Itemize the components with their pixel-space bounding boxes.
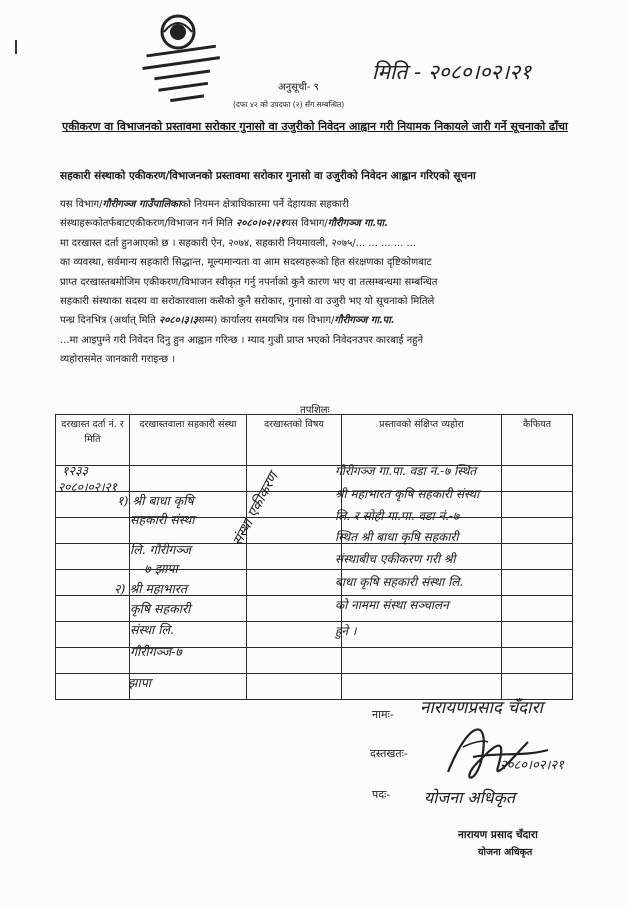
summary-line: संस्थाबीच एकीकरण गरी श्री: [335, 552, 456, 566]
form-title: एकीकरण वा विभाजनको प्रस्तावमा सरोकार गुनासो वा उजुरीको निवेदन आह्वान गरी नियामक निकायले जारी गर्ने सूचनाको ढाँचा: [62, 120, 568, 133]
notice-heading: सहकारी संस्थाको एकीकरण/विभाजनको प्रस्तावमा सरोकार गुनासो वा उजुरीको निवेदन आह्वान गरिएको सूचना: [60, 170, 476, 182]
summary-line: श्री महाभारत कृषि सहकारी संस्था: [335, 487, 480, 501]
office-seal: [128, 10, 228, 110]
filled-authority-2: गौरीगञ्ज गा.पा.: [327, 218, 388, 230]
signatory-post: योजना अधिकृत: [424, 788, 516, 807]
applicant-line: १) श्री बाधा कृषि: [117, 493, 194, 508]
body-line-7: पन्ध्र दिनभित्र (अर्थात् मिति २०८०।३।३सम्म) कार्यालय समयभित्र यस विभाग/गौरीगञ्ज गा.पा.: [60, 315, 395, 327]
col-header-subject: दरखास्तको विषय: [247, 415, 342, 466]
post-label: पदः-: [372, 788, 391, 801]
table-row: [56, 466, 573, 492]
summary-line: हुने ।: [335, 624, 357, 638]
margin-mark: [15, 40, 17, 54]
signature-label: दस्तखतः-: [370, 747, 408, 760]
applicant-line: संस्था लि.: [130, 622, 174, 637]
summary-line: गौरीगञ्ज गा.पा. वडा नं.-७ स्थित: [335, 464, 477, 478]
body-line-1: यस विभाग/गौरीगञ्ज गाउँपालिकाको नियमन क्षेत्राधिकारमा पर्ने देहायका सहकारी: [60, 199, 349, 210]
stamp-post: योजना अधिकृत: [478, 847, 533, 858]
body-line-6: सहकारी संस्थाका सदस्य वा सरोकारवाला कसैको कुनै सरोकार, गुनासो वा उजुरी भए यो सूचनाको मितिले: [60, 295, 435, 307]
filled-deadline-date: २०८०।३।३: [159, 315, 198, 327]
body-line-5: प्राप्त दरखास्तबमोजिम एकीकरण/विभाजन स्वीकृत गर्नु नपर्नाको कुनै कारण भए वा तत्सम्बन्धमा सम्बन्धित: [60, 276, 438, 288]
annex-number: अनुसूची- ९: [278, 82, 319, 93]
summary-line: लि. र सोही गा.पा. वडा नं.-७: [335, 509, 460, 523]
applicant-line: गौरीगञ्ज-७: [130, 644, 182, 659]
body-line-2: संस्थाहरूकोतर्फबाटएकीकरण/विभाजन गर्न मिति २०८०।०२।२१यस विभाग/गौरीगञ्ज गा.पा.: [60, 218, 388, 230]
handwritten-date: मिति - २०८०।०२।२१: [372, 60, 532, 84]
applicant-line: कृषि सहकारी: [130, 601, 191, 616]
filled-authority-3: गौरीगञ्ज गा.पा.: [334, 315, 395, 327]
applicant-line: २) श्री महाभारत: [114, 581, 188, 596]
table-header-row: [56, 415, 573, 466]
application-subject: संस्था एकीकरण: [229, 469, 282, 549]
reg-date: २०८०।०२।२१: [58, 480, 118, 494]
body-line-3: मा दरखास्त दर्ता हुनआएको छ । सहकारी ऐन, २०७४, सहकारी नियमावली, २०७५/... ... ... ... ...: [60, 237, 417, 249]
summary-line: स्थित श्री बाधा कृषि सहकारी: [335, 530, 459, 544]
col-header-remarks: कैफियत: [502, 415, 573, 466]
col-header-reg: दरखास्त दर्ता नं. र मिति: [56, 415, 130, 466]
applicant-line: लि. गौरीगञ्ज: [130, 542, 191, 557]
col-header-applicant: दरखास्तवाला सहकारी संस्था: [130, 415, 247, 466]
annex-reference: (दफा ४२ को उपदफा (२) सँग सम्बन्धित): [233, 100, 345, 109]
stamp-name: नारायण प्रसाद चँदारा: [458, 829, 538, 841]
signatory-name: नारायणप्रसाद चँदारा: [420, 698, 543, 718]
name-label: नामः-: [372, 708, 394, 721]
applicant-line: -७ झापा: [140, 561, 178, 576]
reg-number: १२३३: [62, 463, 89, 478]
filled-application-date: २०८०।०२।२१: [236, 218, 286, 230]
body-line-9: व्यहोरासमेत जानकारी गराइन्छ ।: [60, 354, 176, 366]
summary-line: बाधा कृषि सहकारी संस्था लि.: [335, 575, 464, 589]
applicant-line: झापा: [128, 675, 152, 690]
table-caption: तपशिलः: [300, 405, 330, 416]
col-header-summary: प्रस्तावको संक्षिप्त व्यहोरा: [342, 415, 502, 466]
body-line-8: ...मा आइपुग्ने गरी निवेदन दिनु हुन आह्वान गरिन्छ । म्याद गुज्री प्राप्त भएको निवेदनउपर कारबाई नहुने: [60, 334, 424, 346]
notice-body: [60, 195, 580, 370]
filled-authority: गौरीगञ्ज गाउँपालिका: [102, 199, 181, 210]
signature-date: २०८०।०२।२१: [500, 758, 564, 773]
summary-line: को नाममा संस्था सञ्चालन: [335, 598, 449, 612]
signature-scribble: [428, 712, 578, 792]
applicant-line: सहकारी संस्था: [130, 512, 195, 527]
body-line-4: का व्यवस्था, सर्वमान्य सहकारी सिद्धान्त, मूल्यमान्यता वा आम सदस्यहरूको हित संरक्षणका दृष्टिकोणबाट: [60, 257, 432, 269]
